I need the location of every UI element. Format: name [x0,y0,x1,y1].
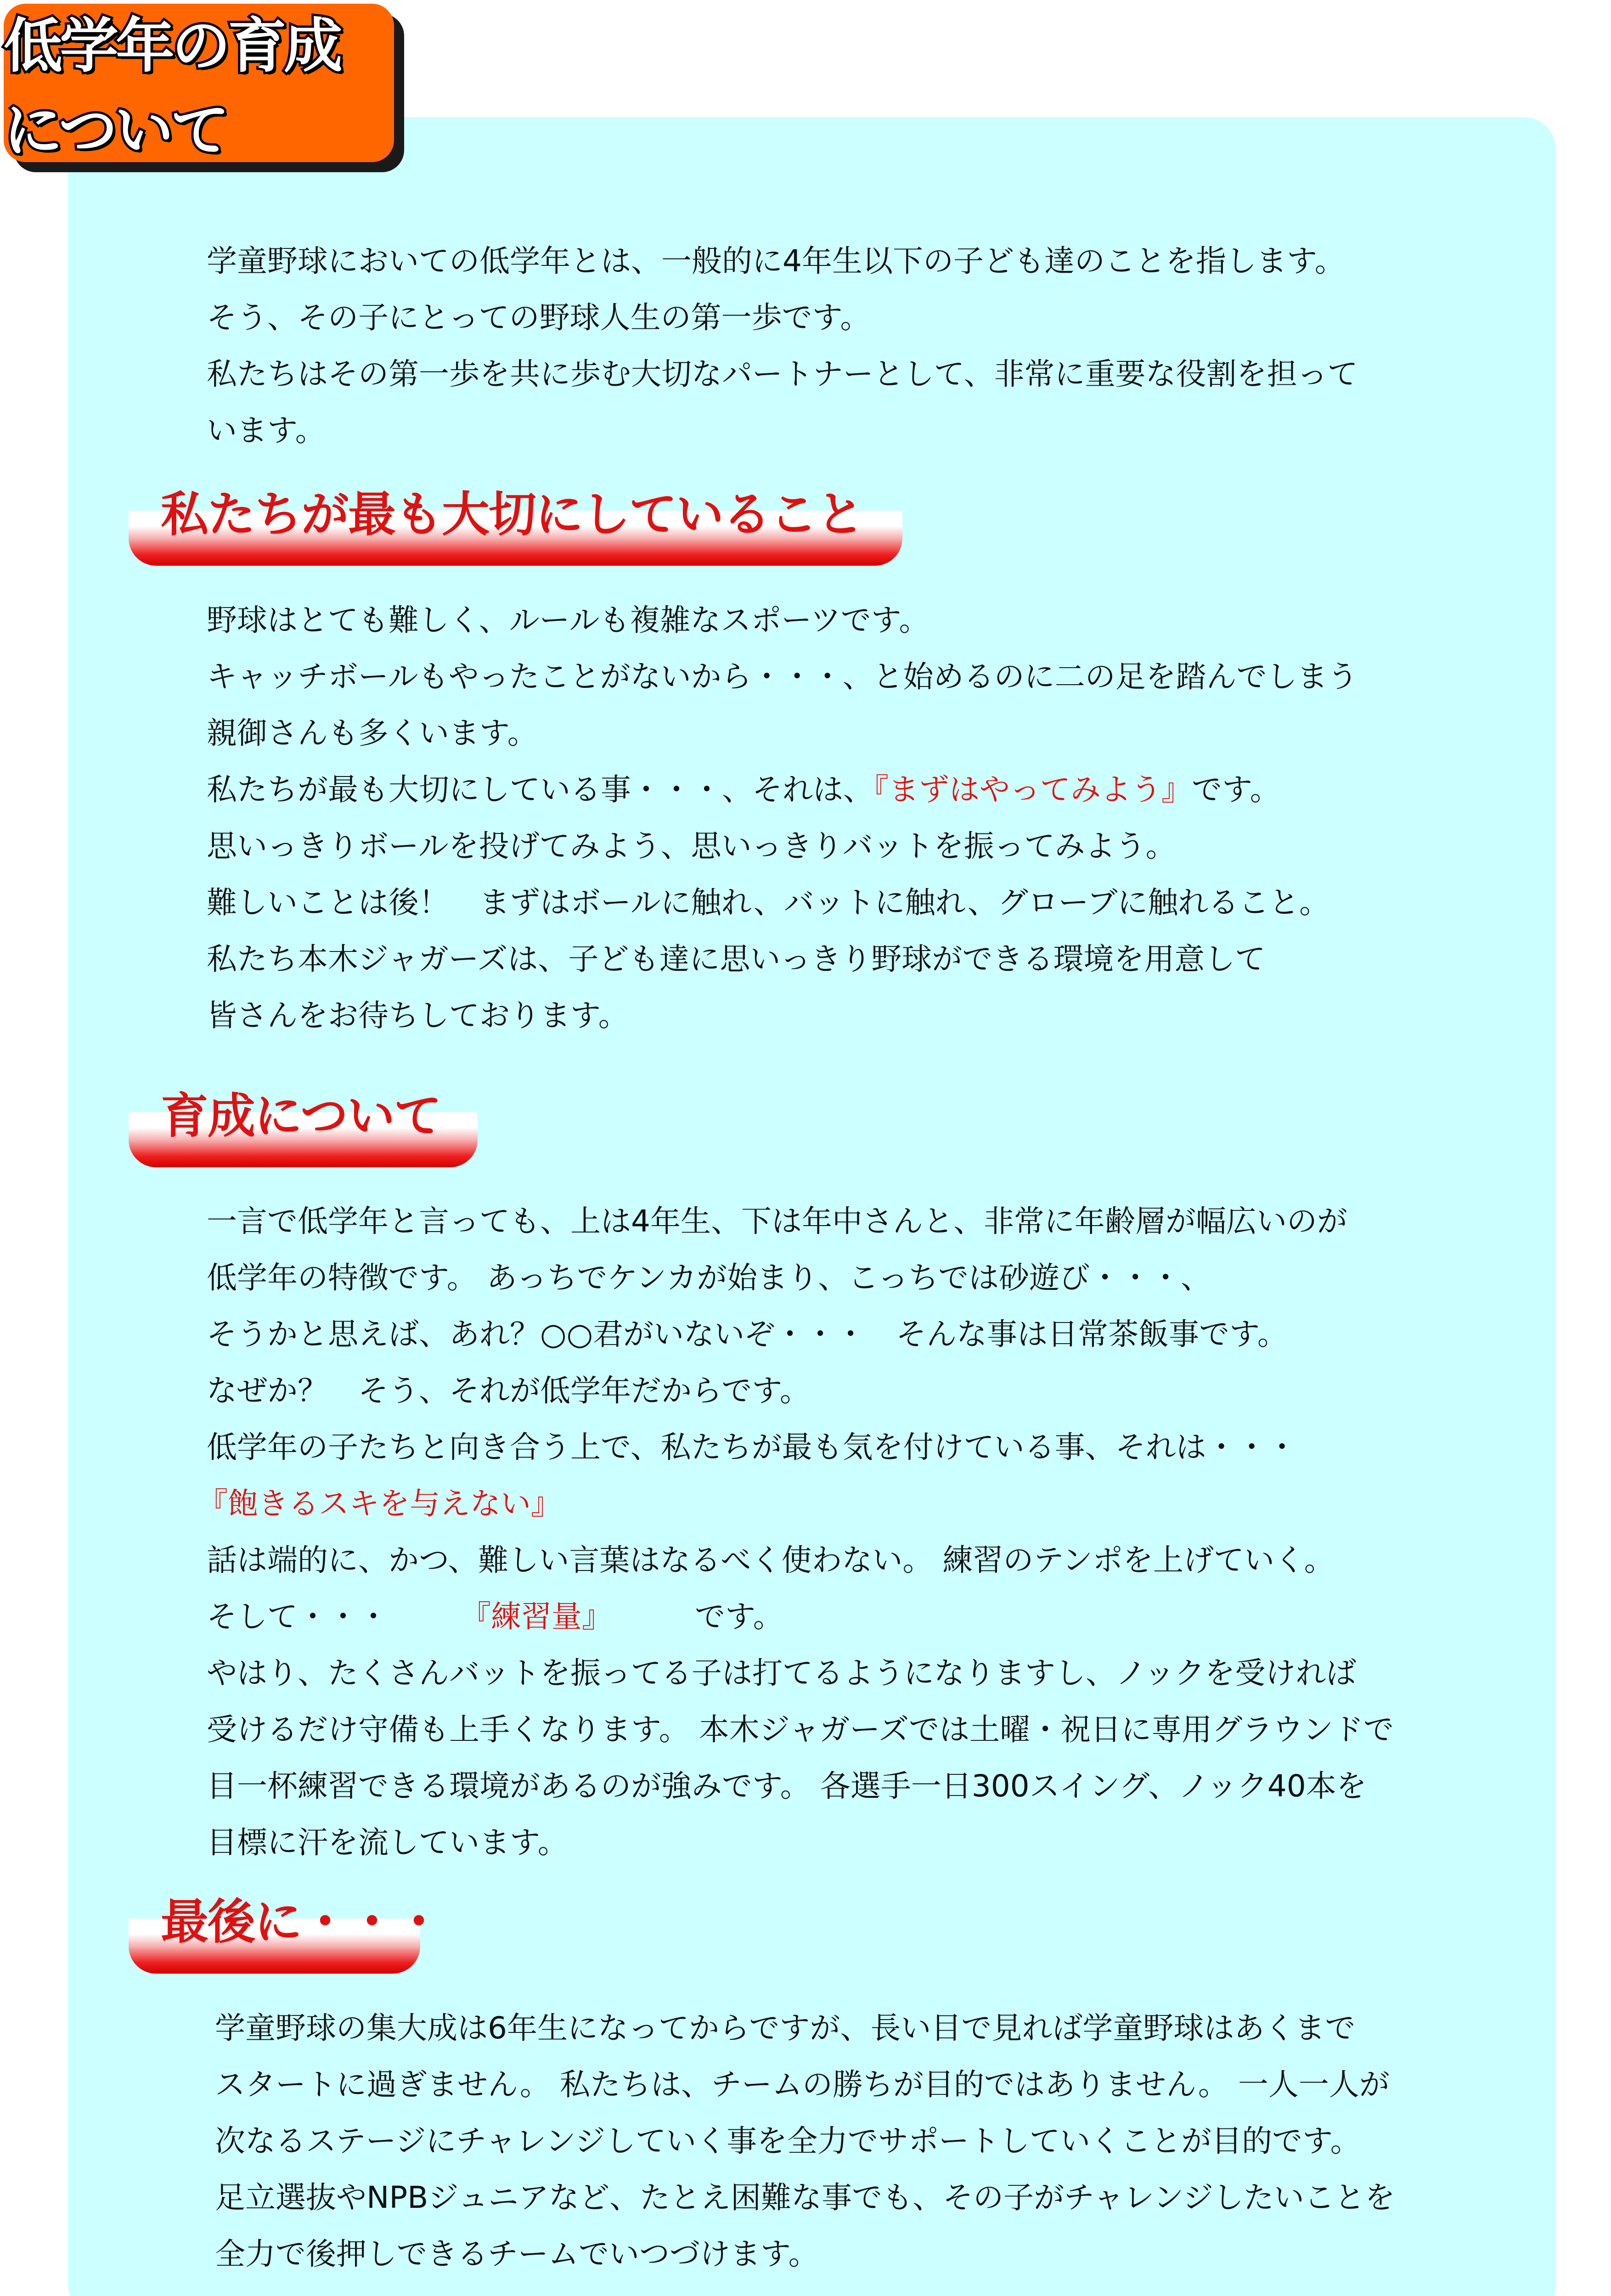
body-line: 皆さんをお待ちしております。 [207,998,629,1033]
body-line: 受けるだけ守備も上手くなります。 本木ジャガーズでは土曜・祝日に専用グラウンドで [207,1712,1394,1747]
body-line: 学童野球の集大成は6年生になってからですが、長い目で見れば学童野球はあくまで [215,2010,1356,2046]
body-line: 親御さんも多くいます。 [207,715,538,751]
body-line: 目標に汗を流しています。 [207,1825,568,1860]
section-heading: 私たちが最も大切にしていること [161,486,864,542]
section3-paragraph [215,2000,1482,2282]
section-heading: 最後に・・・ [161,1894,442,1950]
intro-line: います。 [207,413,326,448]
body-line: 難しいことは後！ まずはボールに触れ、バットに触れ、グローブに触れること。 [207,885,1330,920]
body-line: 話は端的に、かつ、難しい言葉はなるべく使わない。 練習のテンポを上げていく。 [207,1542,1335,1578]
body-line: 私たち本木ジャガーズは、子ども達に思いっきり野球ができる環境を用意して [207,941,1266,977]
body-line-with-emphasis [207,1588,1474,1645]
body-line: 次なるステージにチャレンジしていく事を全力でサポートしていくことが目的です。 [215,2123,1361,2159]
title-banner [4,4,394,165]
body-line: スタートに過ぎません。 私たちは、チームの勝ちが目的ではありません。 一人一人が [215,2067,1390,2102]
section1-paragraph [207,592,1474,1044]
body-line: 一言で低学年と言っても、上は4年生、下は年中さんと、非常に年齢層が幅広いのが [207,1204,1347,1239]
emphasis-text: 『まずはやってみよう』 [873,772,1192,807]
body-line: 目一杯練習できる環境があるのが強みです。 各選手一日300スイング、ノック40本を [207,1768,1367,1804]
intro-line: 学童野球においての低学年とは、一般的に4年生以下の子ども達のことを指します。 [207,243,1345,279]
body-line: なぜか？ そう、それが低学年だからです。 [207,1373,811,1408]
section2-paragraph [197,1193,1474,1871]
section-heading: 育成について [161,1088,441,1144]
page-title: 低学年の育成について [4,11,340,165]
body-line: キャッチボールもやったことがないから・・・、と始めるのに二の足を踏んでしまう [207,659,1358,694]
body-line: 低学年の子たちと向き合う上で、私たちが最も気を付けている事、それは・・・ [207,1429,1297,1465]
body-line: やはり、たくさんバットを振ってる子は打てるようになりますし、ノックを受ければ [207,1655,1357,1691]
body-line: そうかと思えば、あれ？○○君がいないぞ・・・ そんな事は日常茶飯事です。 [207,1317,1288,1352]
intro-line: 私たちはその第一歩を共に歩む大切なパートナーとして、非常に重要な役割を担って [207,356,1358,392]
body-line: 野球はとても難しく、ルールも複雑なスポーツです。 [207,602,929,638]
body-line: 全力で後押しできるチームでいつづけます。 [215,2236,819,2272]
body-text: そして・・・ [207,1599,389,1634]
body-text: です。 [1192,772,1280,807]
body-text: 私たちが最も大切にしている事・・・、それは、 [207,772,873,807]
intro-line: そう、その子にとっての野球人生の第一歩です。 [207,300,871,335]
body-line-with-emphasis [207,761,1474,818]
body-line: 足立選抜やNPBジュニアなど、たとえ困難な事でも、その子がチャレンジしたいことを [215,2180,1395,2215]
body-line: 思いっきりボールを投げてみよう、思いっきりバットを振ってみよう。 [207,828,1176,864]
body-line: 低学年の特徴です。 あっちでケンカが始まり、こっちでは砂遊び・・・、 [207,1260,1211,1295]
intro-paragraph [207,233,1474,459]
emphasis-line: 『飽きるスキを与えない』 [197,1486,561,1521]
body-text: です。 [695,1599,783,1634]
emphasis-text: 『練習量』 [476,1599,612,1634]
